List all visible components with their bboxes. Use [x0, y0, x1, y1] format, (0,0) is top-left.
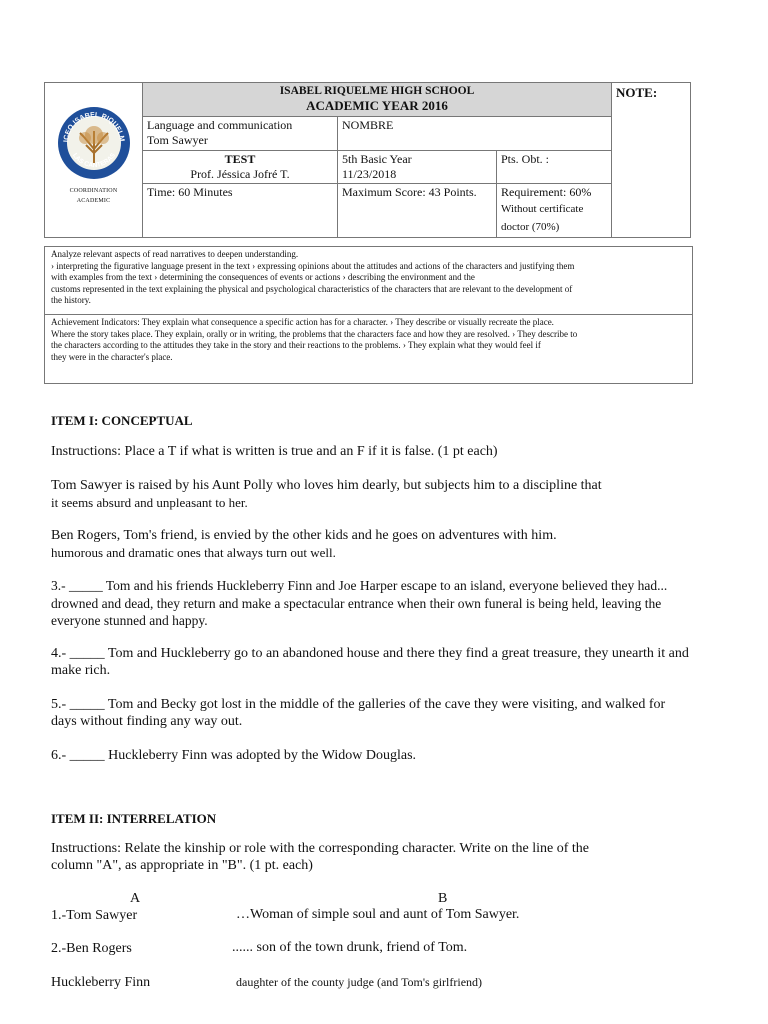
question-5-line2: days without finding any way out.	[51, 714, 243, 729]
subject-line2: Tom Sawyer	[147, 133, 208, 147]
note-cell	[612, 83, 691, 238]
logo-bottom-text: LAS CANTERAS	[70, 152, 117, 170]
item2-instructions-line1: Instructions: Relate the kinship or role with the corresponding character. Write on the line of the	[51, 841, 590, 856]
item2-instructions-line2: column "A", as appropriate in "B". (1 pt. each)	[51, 858, 313, 873]
item2-title: ITEM II: INTERRELATION	[51, 811, 217, 826]
objectives-box	[44, 246, 693, 384]
column-b-item2: ...... son of the town drunk, friend of Tom.	[232, 940, 468, 955]
test-label: TEST	[224, 152, 256, 166]
question-3-line3: everyone stunned and happy.	[51, 613, 208, 628]
achievement-line1: Achievement Indicators: They explain what consequence a specific action has for a character. › They describe or visually recreate the place.	[51, 317, 554, 327]
objective-line4: customs represented in the text explaining the physical and psychological characteristics of the characters that are relevant to the development of	[51, 283, 573, 294]
max-score-cell	[338, 184, 497, 238]
logo-cell	[45, 83, 143, 238]
subject-line1: Language and communication	[147, 118, 293, 132]
name-label: NOMBRE	[342, 118, 394, 132]
coordination-line1: COORDINATION	[69, 188, 118, 194]
achievement-section	[45, 315, 692, 363]
name-cell	[338, 117, 612, 151]
objective-line1: Analyze relevant aspects of read narratives to deepen understanding.	[51, 249, 299, 259]
grade-cell	[338, 151, 497, 184]
question-2-line1: Ben Rogers, Tom's friend, is envied by the other kids and he goes on adventures with him.	[51, 528, 557, 543]
teacher-name: Prof. Jéssica Jofré T.	[190, 167, 290, 181]
requirement: Requirement: 60%	[501, 185, 592, 199]
time-cell	[143, 184, 338, 238]
objective-line3: with examples from the text › determining the consequences of events or actions › describing the environment and the	[51, 272, 475, 282]
column-b-item1: …Woman of simple soul and aunt of Tom Sawyer.	[236, 907, 520, 922]
question-1-line2: it seems absurd and unpleasant to her.	[51, 495, 248, 510]
requirement-cell	[497, 184, 612, 238]
school-name: ISABEL RIQUELME HIGH SCHOOL	[279, 85, 475, 97]
question-3-line2: drowned and dead, they return and make a spectacular entrance when their own funeral is being held, leaving the	[51, 596, 662, 611]
subject-cell	[143, 117, 338, 151]
column-b-item3: daughter of the county judge (and Tom's girlfriend)	[236, 975, 483, 989]
school-logo-icon	[56, 105, 132, 181]
item1-instructions: Instructions: Place a T if what is written is true and an F if it is false. (1 pt each)	[51, 444, 498, 459]
objective-line2: › interpreting the figurative language present in the text › expressing opinions about the attitudes and actions of the characters and justifying them	[51, 260, 575, 271]
objective-line5: the history.	[51, 295, 91, 305]
note-label: NOTE:	[616, 85, 658, 100]
max-score: Maximum Score: 43 Points.	[342, 185, 477, 199]
test-date: 11/23/2018	[342, 167, 397, 181]
achievement-line2: Where the story takes place. They explain, orally or in writing, the problems that the characters face and how they are resolved. › They describe to	[51, 328, 578, 339]
question-3-line1: 3.- _____ Tom and his friends Huckleberry Finn and Joe Harper escape to an island, everyone believed they had...	[51, 578, 668, 593]
objectives-section	[45, 247, 692, 315]
question-5-line1: 5.- _____ Tom and Becky got lost in the middle of the galleries of the cave they were visiting, and walked for	[51, 697, 666, 712]
coordination-line2: ACADEMIC	[76, 198, 111, 204]
column-a-header: A	[130, 891, 141, 906]
achievement-line3: the characters according to the attitudes they take in the story and their reactions to the problems. › They explain what they would feel if	[51, 340, 541, 350]
points-obtained-label: Pts. Obt. :	[501, 152, 550, 166]
requirement-note1: Without certificate	[501, 203, 584, 215]
academic-year: ACADEMIC YEAR 2016	[306, 98, 448, 113]
question-1-line1: Tom Sawyer is raised by his Aunt Polly who loves him dearly, but subjects him to a discipline that	[51, 478, 602, 493]
logo-text: ICEO ISABEL RIQUELM	[62, 111, 125, 143]
column-a-item3: Huckleberry Finn	[51, 975, 151, 990]
points-obtained-cell	[497, 151, 612, 184]
requirement-note2: doctor (70%)	[501, 221, 560, 233]
time-label: Time: 60 Minutes	[147, 185, 233, 199]
column-a-item2: 2.-Ben Rogers	[51, 941, 132, 956]
question-4-line1: 4.- _____ Tom and Huckleberry go to an abandoned house and there they find a great treasure, they unearth it and	[51, 646, 689, 661]
column-a-item1: 1.-Tom Sawyer	[51, 908, 138, 923]
item1-title: ITEM I: CONCEPTUAL	[51, 413, 193, 428]
question-2-line2: humorous and dramatic ones that always turn out well.	[51, 545, 336, 560]
school-title-cell	[143, 83, 612, 117]
header-table	[44, 82, 691, 238]
test-cell	[143, 151, 338, 184]
question-6: 6.- _____ Huckleberry Finn was adopted by the Widow Douglas.	[51, 748, 417, 763]
question-4-line2: make rich.	[51, 663, 111, 678]
achievement-line4: they were in the character's place.	[51, 351, 173, 362]
grade: 5th Basic Year	[342, 152, 412, 166]
column-b-header: B	[438, 891, 448, 906]
